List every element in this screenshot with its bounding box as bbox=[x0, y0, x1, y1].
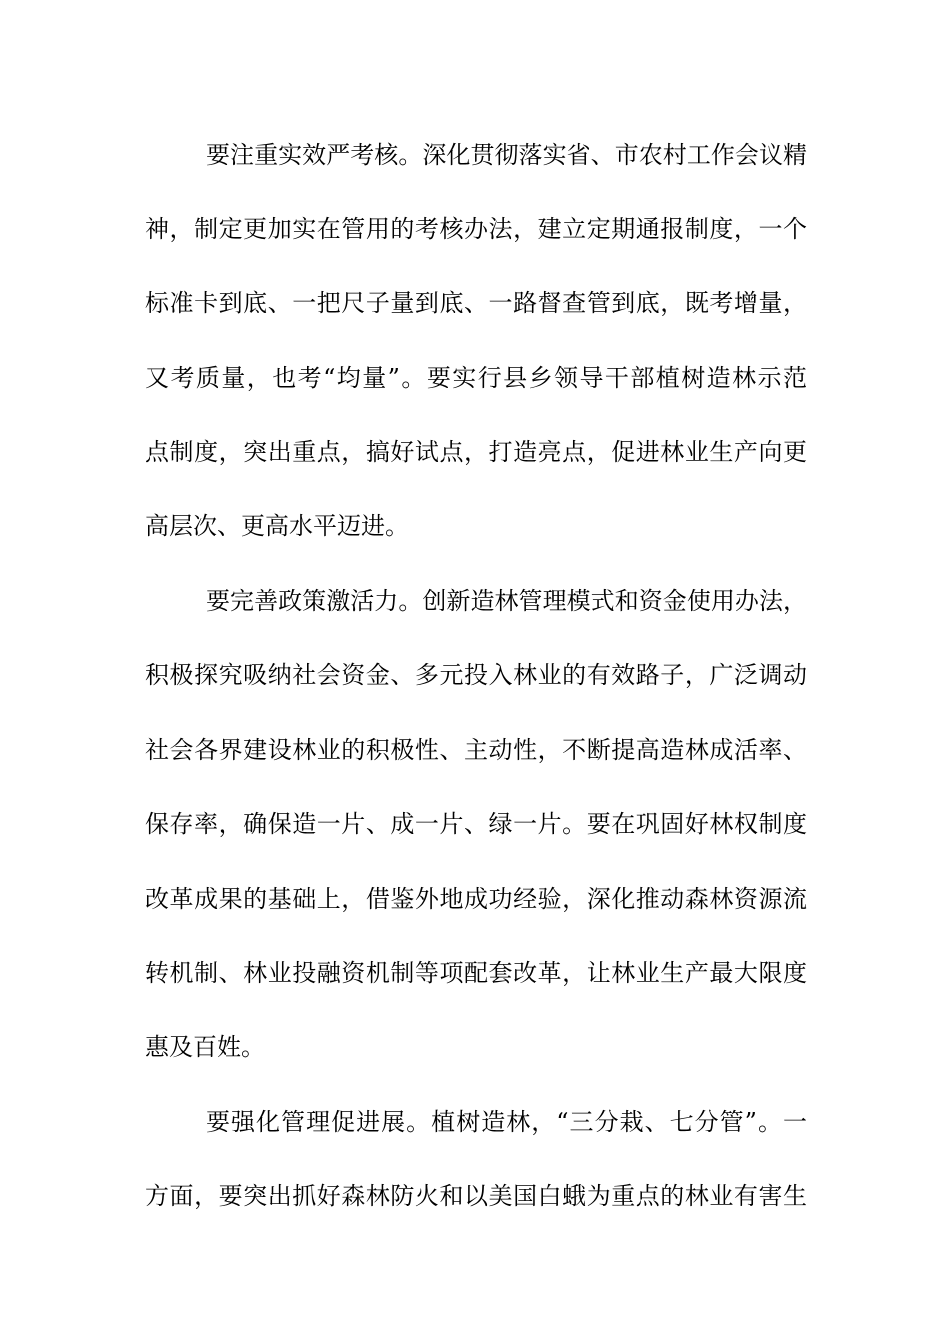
paragraph-line: 转机制、林业投融资机制等项配套改革，让林业生产最大限度 bbox=[145, 959, 807, 987]
paragraph-line: 社会各界建设林业的积极性、主动性，不断提高造林成活率、 bbox=[145, 736, 807, 764]
paragraph-line: 要注重实效严考核。深化贯彻落实省、市农村工作会议精 bbox=[206, 141, 807, 169]
paragraph-line: 惠及百姓。 bbox=[145, 1033, 265, 1061]
paragraph-line: 又考质量，也考“均量”。要实行县乡领导干部植树造林示范 bbox=[145, 364, 807, 392]
paragraph-line: 改革成果的基础上，借鉴外地成功经验，深化推动森林资源流 bbox=[145, 885, 807, 913]
paragraph-line: 保存率，确保造一片、成一片、绿一片。要在巩固好林权制度 bbox=[145, 810, 807, 838]
paragraph-line: 要强化管理促进展。植树造林，“三分栽、七分管”。一 bbox=[206, 1108, 807, 1136]
paragraph-line: 高层次、更高水平迈进。 bbox=[145, 512, 409, 540]
paragraph-line: 标准卡到底、一把尺子量到底、一路督查管到底，既考增量， bbox=[145, 289, 807, 317]
paragraph-line: 方面，要突出抓好森林防火和以美国白蛾为重点的林业有害生 bbox=[145, 1182, 807, 1210]
paragraph-line: 积极探究吸纳社会资金、多元投入林业的有效路子，广泛调动 bbox=[145, 661, 807, 689]
paragraph-line: 点制度，突出重点，搞好试点，打造亮点，促进林业生产向更 bbox=[145, 438, 807, 466]
paragraph-line: 要完善政策激活力。创新造林管理模式和资金使用办法， bbox=[206, 587, 807, 615]
paragraph-line: 神，制定更加实在管用的考核办法，建立定期通报制度，一个 bbox=[145, 215, 807, 243]
